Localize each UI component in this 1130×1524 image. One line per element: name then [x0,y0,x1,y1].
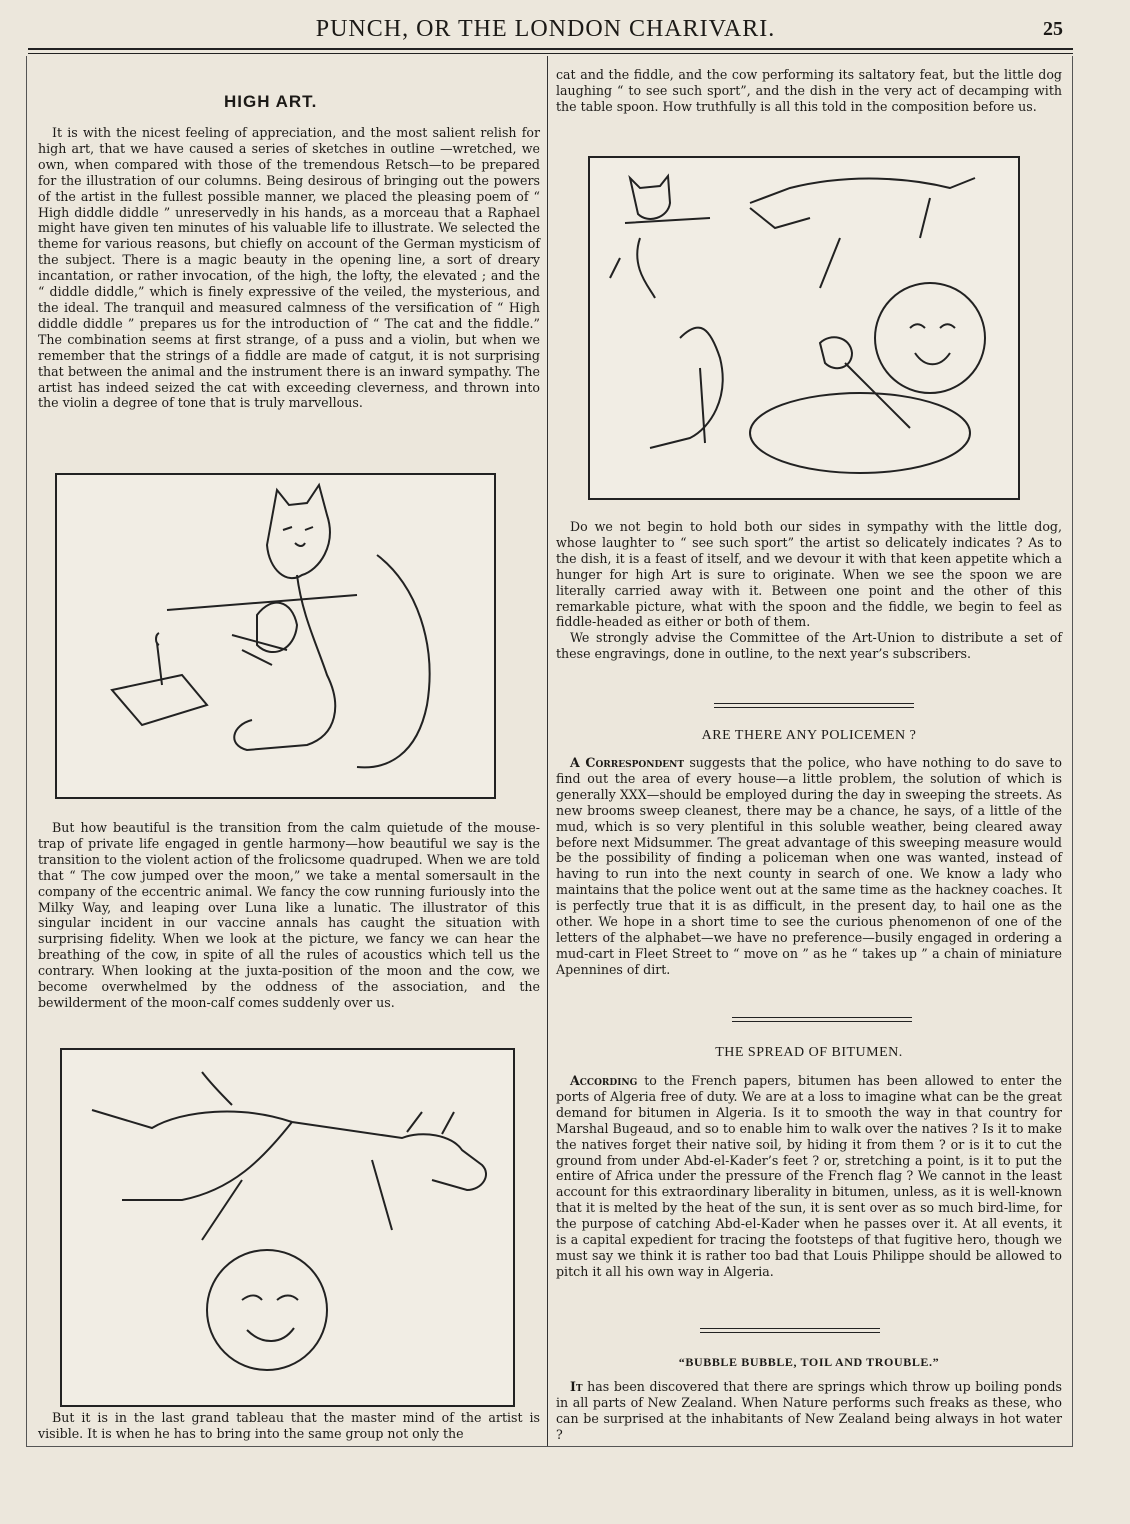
column-divider [547,56,548,1446]
cow-moon-illustration [60,1048,515,1407]
high-art-p5: Do we not begin to hold both our sides in sympathy with the little dog, whose laughter to “ see such sport” the artist so delicately indicates ? As to the dish, it is a feast of itself, and we devour it with that keen appetite which a hunger for high Art is sure to originate. When we see the spoon we are literally carried away with it. Between one point and the other of this remarkable picture, what with the spoon and the fiddle, we begin to feel as fiddle-headed as either or both of them. [556,519,1062,630]
high-art-paragraph-4 [556,67,1062,115]
running-head-title: PUNCH, OR THE LONDON CHARIVARI. [315,16,776,42]
header-rule [28,48,1073,54]
policemen-article [556,755,1062,978]
grand-tableau-illustration [588,156,1020,500]
policemen-lead: A Correspondent [570,755,685,770]
bitumen-body: to the French papers, bitumen has been allowed to enter the ports of Algeria free of duty. We are at a loss to imagine what can be the great demand for bitumen in Algeria. Is it to smooth the way in that country for Marshal Bugeaud, and so to enable him to walk over the natives ? Is it to make the natives forget their native soil, by hiding it from them ? or is it to cut the ground from under Abd-el-Kader’s feet ? or, stretching a point, is it to put the entire of Africa under the pressure of the French flag ? We cannot in the least account for this extraordinary liberality in bitumen, unless, as it is well-known that it is melted by the heat of the sun, it is sent over as so much bird-lime, for the purpose of catching Abd-el-Kader when he passes over it. At all events, it is a capital expedient for tracing the footsteps of that fugitive hero, though we must say we think it is rather too bad that Louis Philippe should be allowed to pitch it all his own way in Algeria. [556,1073,1062,1279]
high-art-paragraph-1 [38,125,540,411]
grand-tableau-drawing [590,158,1018,498]
high-art-p1: It is with the nicest feeling of appreciation, and the most salient relish for high art, that we have caused a series of sketches in outline —wretched, we own, when compared with those of the tremendous Retsch—to be prepared for the illustration of our columns. Being desirous of bringing out the powers of the artist in the fullest possible manner, we placed the pleasing poem of “ High diddle diddle ” unreservedly in his hands, as a morceau that a Raphael might have given ten minutes of his valuable life to illustrate. We selected the theme for various reasons, but chiefly on account of the German mysticism of the subject. There is a magic beauty in the opening line, a sort of dreary incantation, or rather invocation, of the high, the lofty, the elevated ; and the “ diddle diddle,” which is finely expressive of the veiled, the mysterious, and the ideal. The tranquil and measured calmness of the versification of “ High diddle diddle ” prepares us for the introduction of “ The cat and the fiddle.” The combination seems at first strange, of a puss and a violin, but when we remember that the strings of a fiddle are made of catgut, it is not surprising that between the animal and the instrument there is an inward sympathy. The artist has indeed seized the cat with exceeding cleverness, and thrown into the violin a degree of tone that is truly marvellous. [38,125,540,411]
bubble-article [556,1379,1062,1443]
bubble-body-para [556,1379,1062,1443]
cat-fiddle-illustration [55,473,496,799]
bubble-body: has been discovered that there are springs which throw up boiling ponds in all parts of New Zealand. When Nature performs such freaks as these, who can be surprised at the inhabitants of New Zealand being always in hot water ? [556,1379,1062,1442]
page-number: 25 [1043,18,1063,40]
page-frame-left [26,56,27,1446]
separator-3 [700,1328,880,1333]
policemen-body: suggests that the police, who have nothing to do save to find out the area of every house—a little problem, the solution of which is generally XXX—should be employed during the day in sweeping the streets. As new brooms sweep cleanest, there may be a chance, he says, of a little of the mud, which is so very plentiful in this soluble weather, being cleared away before next Midsummer. The great advantage of this sweeping measure would be the possibility of finding a policeman when one was wanted, instead of having to run into the next county in search of one. We know a lady who maintains that the police went out at the same time as the hackney coaches. It is perfectly true that it is as difficult, in the present day, to hail one as the other. We hope in a short time to see the curious phenomenon of one of the letters of the alphabet—we have no preference—busily engaged in ordering a mud-cart in Fleet Street to “ move on ” as he “ takes up ” a chain of miniature Apennines of dirt. [556,755,1062,977]
bitumen-body-para [556,1073,1062,1280]
policemen-body-para [556,755,1062,978]
bitumen-title: THE SPREAD OF BITUMEN. [715,1045,903,1060]
high-art-paragraph-3 [38,1410,540,1442]
page-frame-right [1072,56,1073,1446]
bitumen-article [556,1073,1062,1280]
cow-moon-drawing [62,1050,513,1405]
high-art-p3: But it is in the last grand tableau that the master mind of the artist is visible. It is when he has to bring into the same group not only the [38,1410,540,1441]
cat-fiddle-drawing [57,475,494,797]
high-art-p6: We strongly advise the Committee of the Art-Union to distribute a set of these engravings, done in outline, to the next year’s subscribers. [556,630,1062,662]
policemen-title: ARE THERE ANY POLICEMEN ? [701,728,917,743]
high-art-paragraph-5 [556,519,1062,662]
bubble-lead: It [570,1379,583,1394]
high-art-title: HIGH ART. [224,92,318,111]
separator-2 [732,1017,912,1022]
high-art-paragraph-2 [38,820,540,1011]
page-frame-bottom [26,1446,1073,1447]
high-art-p2: But how beautiful is the transition from the calm quietude of the mouse-trap of private life engaged in gentle harmony—how beautiful we say is the transition to the violent action of the frolicsome quadruped. When we are told that “ The cow jumped over the moon,” we take a mental somersault in the company of the eccentric animal. We fancy the cow running furiously into the Milky Way, and leaping over Luna like a lunatic. The illustrator of this singular incident in our vaccine annals has caught the situation with surprising fidelity. When we look at the picture, we fancy we can hear the breathing of the cow, in spite of all the rules of acoustics which tell us the contrary. When looking at the juxta-position of the moon and the cow, we become overwhelmed by the oddness of the association, and the bewilderment of the moon-calf comes suddenly over us. [38,820,540,1010]
high-art-p4: cat and the fiddle, and the cow performing its saltatory feat, but the little dog laughing “ to see such sport”, and the dish in the very act of decamping with the table spoon. How truthfully is all this told in the composition before us. [556,67,1062,114]
separator-1 [714,703,914,708]
running-header [28,14,1063,50]
bitumen-lead: According [570,1073,638,1088]
bubble-title: “BUBBLE BUBBLE, TOIL AND TROUBLE.” [678,1355,940,1369]
